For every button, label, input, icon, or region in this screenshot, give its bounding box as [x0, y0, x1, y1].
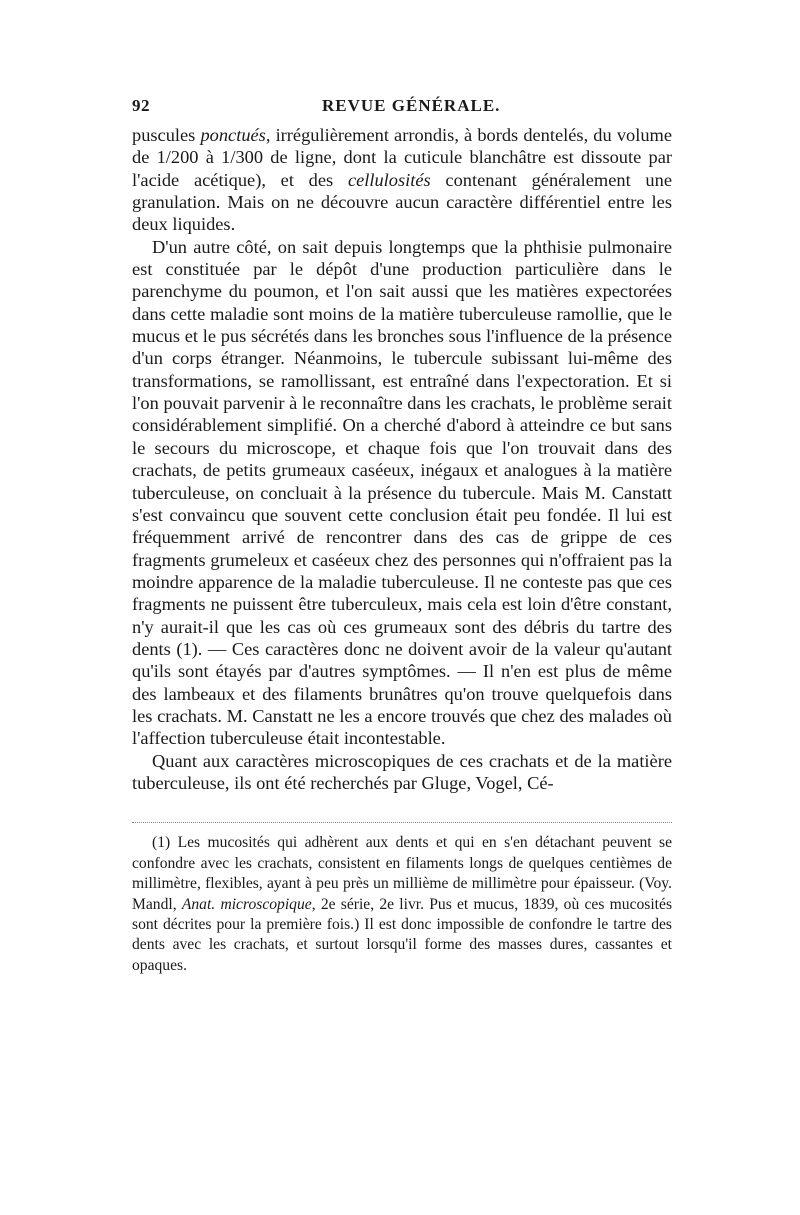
running-title: REVUE GÉNÉRALE.: [322, 96, 501, 115]
paragraph-1-text-a: puscules: [132, 125, 201, 145]
page-number: 92: [132, 96, 150, 115]
document-page: [132, 96, 672, 976]
paragraph-1-emphasis-a: ponctués: [200, 125, 266, 145]
footnote-1-text-b: , 2e série, 2e livr. Pus et mucus, 1839, où ces mucosités sont décrites pour la première fois.) Il est donc impossible de confondre le tartre des dents avec les crachats, et surtout lorsqu'il forme des masses dures, cassantes et opaques.: [132, 895, 673, 974]
footnote-1: [132, 833, 672, 976]
footnote-1-text-a: (1) Les mucosités qui adhèrent aux dents et qui en s'en détachant peuvent se confondre avec les crachats, consistent en filaments longs de quelques centièmes de millimètre, flexibles, ayant à peu près un millième de millimètre pour épaisseur. (Voy. Mandl,: [132, 834, 672, 913]
footnote-separator: [132, 822, 672, 823]
paragraph-1: [132, 124, 672, 236]
paragraph-2: D'un autre côté, on sait depuis longtemps que la phthisie pulmonaire est constituée par le dépôt d'une production particulière dans le parenchyme du poumon, et l'on sait aussi que les matières expectorées dans cette maladie sont moins de la matière tuberculeuse ramollie, que le mucus et le pus sécrétés dans les bronches sous l'influence de la présence d'un corps étranger. Néanmoins, le tubercule subissant lui-même des transformations, se ramollissant, est entraîné dans l'expectoration. Et si l'on pouvait parvenir à le reconnaître dans les crachats, le problème serait considérablement simplifié. On a cherché d'abord à atteindre ce but sans le secours du microscope, et chaque fois que l'on trouvait dans des crachats, de petits grumeaux caséeux, inégaux et analogues à la matière tuberculeuse, on concluait à la présence du tubercule. Mais M. Canstatt s'est convaincu que souvent cette conclusion était peu fondée. Il lui est fréquemment arrivé de rencontrer dans des cas de grippe de ces fragments grumeleux et caséeux chez des personnes qui n'offraient pas la moindre apparence de la maladie tuberculeuse. Il ne conteste pas que ces fragments ne puissent être tuberculeux, mais cela est loin d'être constant, n'y aurait-il que les cas où ces grumeaux sont des débris du tartre des dents (1). — Ces caractères donc ne doivent avoir de la valeur qu'autant qu'ils sont étayés par d'autres symptômes. — Il n'en est plus de même des lambeaux et des filaments brunâtres qu'on trouve quelquefois dans les crachats. M. Canstatt ne les a encore trouvés que chez des malades où l'affection tuberculeuse était incontestable.: [132, 236, 672, 749]
paragraph-3: Quant aux caractères microscopiques de ces crachats et de la matière tuberculeuse, ils ont été recherchés par Gluge, Vogel, Cé-: [132, 750, 672, 793]
body-text: [132, 124, 672, 794]
footnote-1-emphasis: Anat. microscopique: [181, 895, 312, 913]
running-head: [132, 96, 672, 124]
paragraph-1-emphasis-b: cellulosités: [347, 169, 431, 190]
paragraph-1-text-b: , irrégulièrement arrondis, à bords dentelés, du volume de 1/200 à 1/300 de ligne, dont la cuticule blanchâtre est dissoute par l'acide acétique), et des: [132, 125, 672, 190]
footnote: [132, 833, 672, 976]
paragraph-1-text-c: contenant généralement une granulation. Mais on ne découvre aucun caractère différentiel entre les deux liquides.: [132, 169, 672, 235]
